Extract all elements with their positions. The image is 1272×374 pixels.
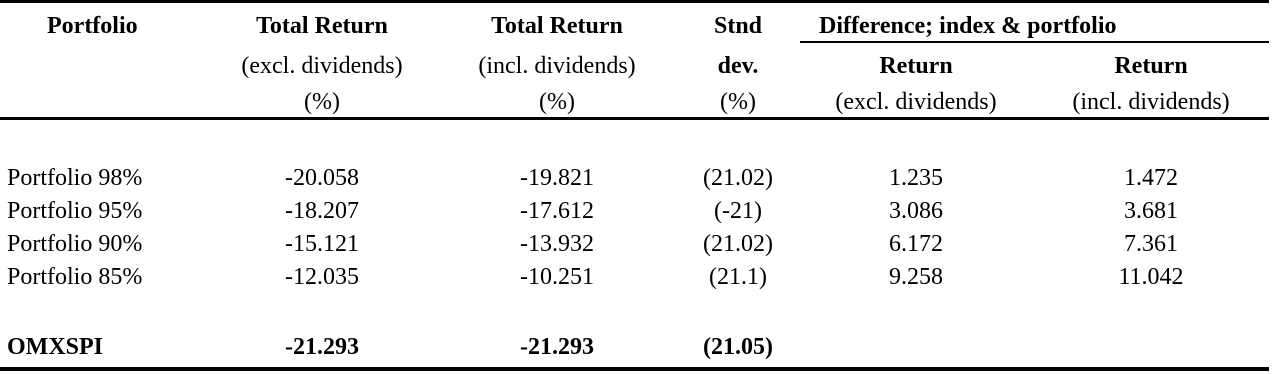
row-return-excl: -12.035	[285, 264, 359, 290]
header-std-dev: Stnd	[713, 13, 763, 39]
row-portfolio-name: Portfolio 95%	[7, 198, 143, 224]
row-return-excl: -18.207	[285, 198, 359, 224]
header-diff-excl-sub: (excl. dividends)	[835, 89, 997, 115]
header-std-dev-unit: (%)	[720, 89, 756, 115]
row-diff-incl: 7.361	[1124, 231, 1178, 257]
header-difference-group: Difference; index & portfolio	[819, 13, 1117, 39]
row-diff-incl: 1.472	[1124, 165, 1178, 191]
header-std-dev-sub: dev.	[717, 53, 759, 79]
row-diff-excl: 1.235	[889, 165, 943, 191]
row-diff-excl: 6.172	[889, 231, 943, 257]
header-bottom-rule	[0, 117, 1269, 120]
header-diff-incl: Return	[1114, 53, 1188, 79]
row-portfolio-name: Portfolio 85%	[7, 264, 143, 290]
group-underline	[800, 41, 1269, 43]
header-total-return-incl: Total Return	[491, 13, 623, 39]
index-row-return-incl: -21.293	[520, 334, 594, 360]
row-diff-incl: 11.042	[1118, 264, 1184, 290]
header-total-return-excl-sub: (excl. dividends)	[241, 53, 403, 79]
header-diff-incl-sub: (incl. dividends)	[1072, 89, 1230, 115]
row-return-incl: -17.612	[520, 198, 594, 224]
header-portfolio: Portfolio	[47, 13, 138, 39]
row-std-dev: (21.02)	[703, 231, 773, 257]
index-row-name: OMXSPI	[7, 334, 103, 360]
bottom-rule	[0, 367, 1269, 371]
row-std-dev: (21.1)	[709, 264, 767, 290]
header-total-return-incl-unit: (%)	[539, 89, 575, 115]
row-std-dev: (-21)	[714, 198, 762, 224]
index-row-std-dev: (21.05)	[703, 334, 773, 360]
index-row-return-excl: -21.293	[285, 334, 359, 360]
header-total-return-excl: Total Return	[256, 13, 388, 39]
row-return-incl: -10.251	[520, 264, 594, 290]
row-return-incl: -19.821	[520, 165, 594, 191]
row-portfolio-name: Portfolio 90%	[7, 231, 143, 257]
row-return-excl: -15.121	[285, 231, 359, 257]
header-total-return-incl-sub: (incl. dividends)	[478, 53, 636, 79]
header-total-return-excl-unit: (%)	[304, 89, 340, 115]
row-return-incl: -13.932	[520, 231, 594, 257]
row-portfolio-name: Portfolio 98%	[7, 165, 143, 191]
row-diff-excl: 9.258	[889, 264, 943, 290]
row-std-dev: (21.02)	[703, 165, 773, 191]
row-diff-excl: 3.086	[889, 198, 943, 224]
row-diff-incl: 3.681	[1124, 198, 1178, 224]
row-return-excl: -20.058	[285, 165, 359, 191]
top-rule	[0, 0, 1269, 3]
header-diff-excl: Return	[879, 53, 953, 79]
